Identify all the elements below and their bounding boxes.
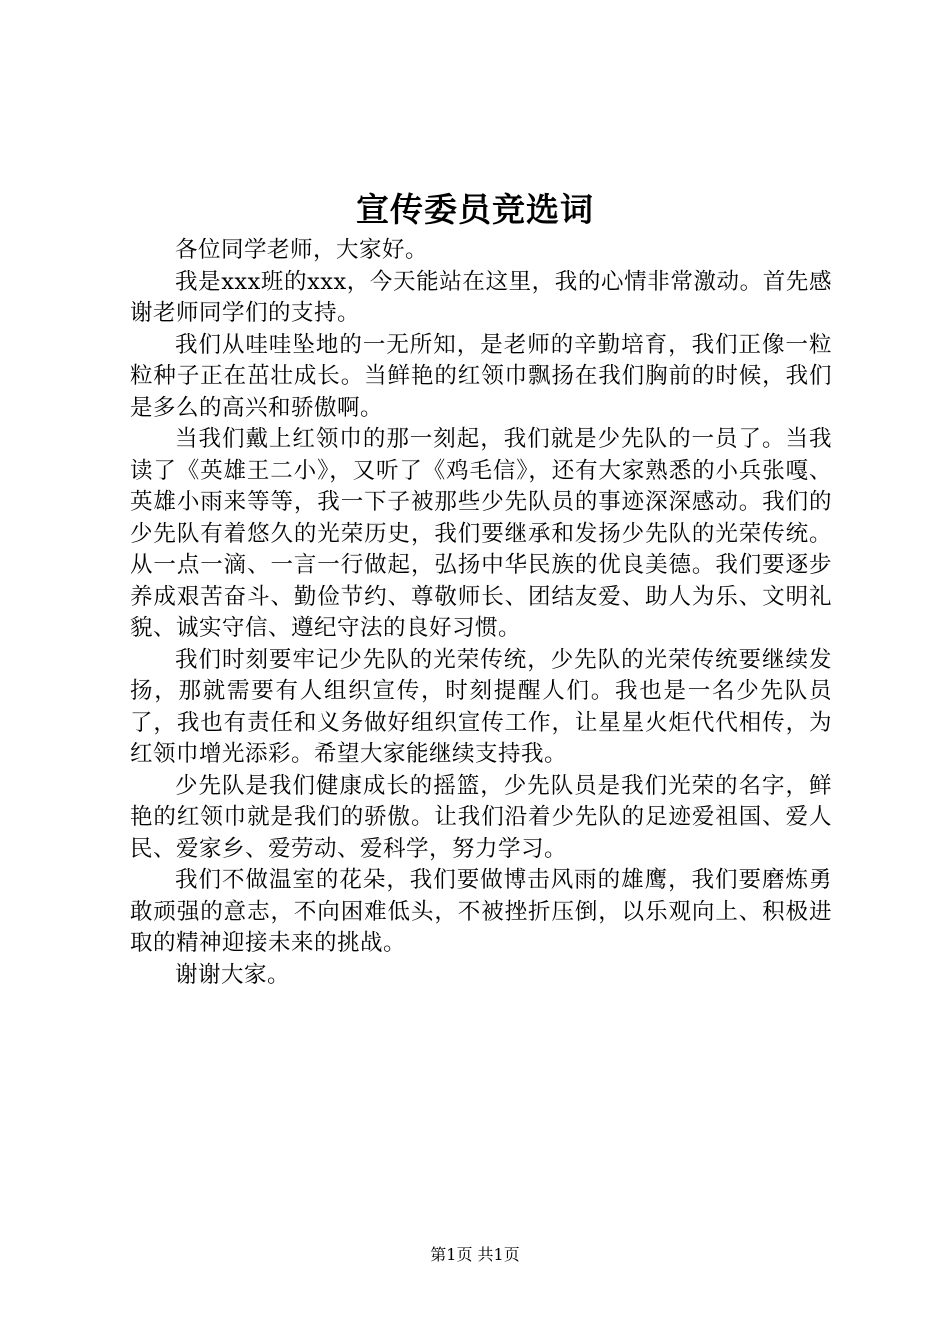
document-title: 宣传委员竞选词	[356, 190, 594, 229]
paragraph-greeting: 各位同学老师，大家好。	[175, 237, 429, 263]
paragraph-publicity-duty: 我们时刻要牢记少先队的光荣传统，少先队的光荣传统要继续发扬，那就需要有人组织宣传，时刻提醒人们。我也是一名少先队员了，我也有责任和义务做好组织宣传工作，让星星火炬代代相传，为红领巾增光添彩。希望大家能继续支持我。	[130, 646, 832, 767]
paragraph-eagle: 我们不做温室的花朵，我们要做博击风雨的雄鹰，我们要磨炼勇敢顽强的意志，不向困难低头，不被挫折压倒，以乐观向上、积极进取的精神迎接未来的挑战。	[130, 867, 832, 956]
paragraph-growth: 我们从哇哇坠地的一无所知，是老师的辛勤培育，我们正像一粒粒种子正在茁壮成长。当鲜艳的红领巾飘扬在我们胸前的时候，我们是多么的高兴和骄傲啊。	[130, 331, 832, 421]
paragraph-cradle: 少先队是我们健康成长的摇篮，少先队员是我们光荣的名字，鲜艳的红领巾就是我们的骄傲。让我们沿着少先队的足迹爱祖国、爱人民、爱家乡、爱劳动、爱科学，努力学习。	[130, 772, 832, 862]
document-body	[130, 235, 832, 991]
paragraph-young-pioneers: 当我们戴上红领巾的那一刻起，我们就是少先队的一员了。当我读了《英雄王二小》，又听了《鸡毛信》，还有大家熟悉的小兵张嘎、英雄小雨来等等，我一下子被那些少先队员的事迹深深感动。我们的少先队有着悠久的光荣历史，我们要继承和发扬少先队的光荣传统。从一点一滴、一言一行做起，弘扬中华民族的优良美德。我们要逐步养成艰苦奋斗、勤俭节约、尊敬师长、团结友爱、助人为乐、文明礼貌、诚实守信、遵纪守法的良好习惯。	[130, 426, 832, 641]
paragraph-introduction: 我是xxx班的xxx，今天能站在这里，我的心情非常激动。首先感谢老师同学们的支持。	[130, 268, 832, 326]
paragraph-thanks: 谢谢大家。	[175, 961, 291, 988]
page-number-footer: 第1页 共1页	[430, 1245, 520, 1264]
